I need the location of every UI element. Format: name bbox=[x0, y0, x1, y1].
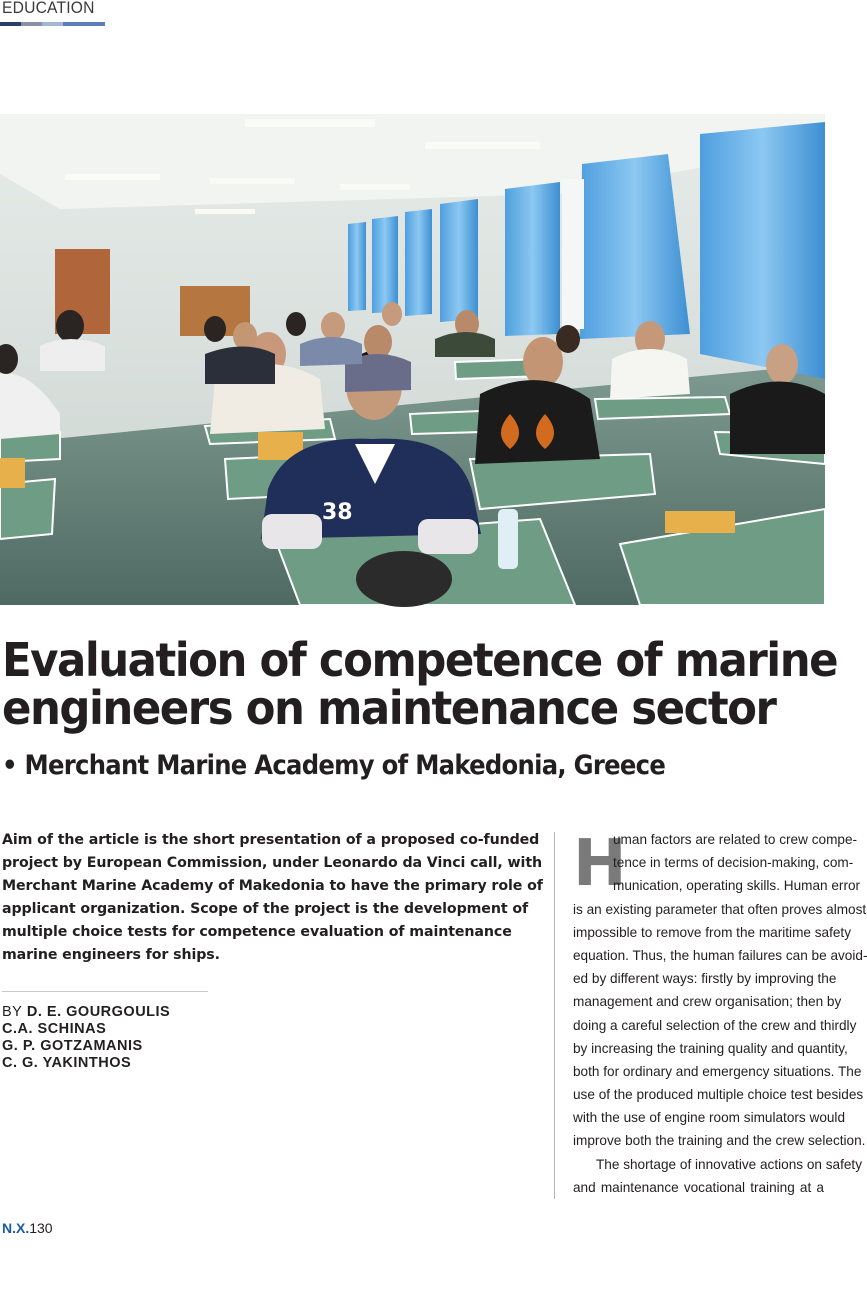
body-line: by increasing the training quality and quantity, bbox=[573, 1040, 848, 1056]
body-line: tence in terms of decision-making, com- bbox=[613, 855, 854, 871]
byline bbox=[2, 1004, 170, 1072]
lead-line: project by European Commission, under Leonardo da Vinci call, with bbox=[2, 855, 543, 871]
lead-line: Merchant Marine Academy of Makedonia to have the primary role of bbox=[2, 878, 543, 894]
byline-prefix: BY bbox=[2, 1004, 23, 1020]
body-line: impossible to remove from the maritime safety bbox=[573, 924, 852, 940]
body-line: improve both the training and the crew selection. bbox=[573, 1133, 866, 1149]
byline-divider bbox=[2, 991, 208, 992]
headline-line-2: engineers on maintenance sector bbox=[2, 681, 776, 735]
body-line: The shortage of innovative actions on safety bbox=[596, 1156, 862, 1172]
author-name: C. G. YAKINTHOS bbox=[2, 1055, 132, 1071]
lead-line: applicant organization. Scope of the project is the development of bbox=[2, 901, 529, 917]
magazine-brand: N.X. bbox=[2, 1220, 30, 1236]
body-line: management and crew organisation; then by bbox=[573, 994, 842, 1010]
body-line: equation. Thus, the human failures can be avoid- bbox=[573, 947, 867, 963]
body-line: munication, operating skills. Human error bbox=[613, 878, 861, 894]
body-line: doing a careful selection of the crew and thirdly bbox=[573, 1017, 857, 1033]
body-line: uman factors are related to crew compe- bbox=[613, 832, 858, 847]
lead-line: multiple choice tests for competence evaluation of maintenance bbox=[2, 924, 512, 940]
body-line: is an existing parameter that often proves almost bbox=[573, 901, 867, 917]
lead-line: Aim of the article is the short presentation of a proposed co-funded bbox=[2, 832, 540, 848]
article-body bbox=[573, 828, 867, 1199]
lead-line: marine engineers for ships. bbox=[2, 947, 220, 963]
body-line: ed by different ways: firstly by improving the bbox=[573, 971, 837, 987]
article-subhead: • Merchant Marine Academy of Makedonia, Greece bbox=[2, 750, 666, 781]
drop-cap: H bbox=[573, 827, 627, 901]
author-name: G. P. GOTZAMANIS bbox=[2, 1038, 143, 1054]
author-name: C.A. SCHINAS bbox=[2, 1021, 107, 1037]
article-headline bbox=[2, 633, 838, 735]
body-line: both for ordinary and emergency situations. The bbox=[573, 1063, 862, 1079]
headline-line-1: Evaluation of competence of marine bbox=[2, 633, 838, 687]
column-divider bbox=[554, 832, 555, 1199]
page-number: 130 bbox=[29, 1220, 53, 1236]
page-folio bbox=[2, 1220, 53, 1236]
svg-text:38: 38 bbox=[322, 500, 353, 525]
section-label: EDUCATION bbox=[2, 0, 95, 17]
author-name: D. E. GOURGOULIS bbox=[26, 1004, 171, 1020]
classroom-photo bbox=[0, 114, 825, 605]
section-color-bar bbox=[0, 22, 105, 26]
article-lead bbox=[2, 829, 543, 967]
body-line: and maintenance vocational training at a bbox=[573, 1179, 824, 1195]
body-line: use of the produced multiple choice test besides bbox=[573, 1087, 864, 1103]
body-line: with the use of engine room simulators would bbox=[573, 1110, 846, 1126]
